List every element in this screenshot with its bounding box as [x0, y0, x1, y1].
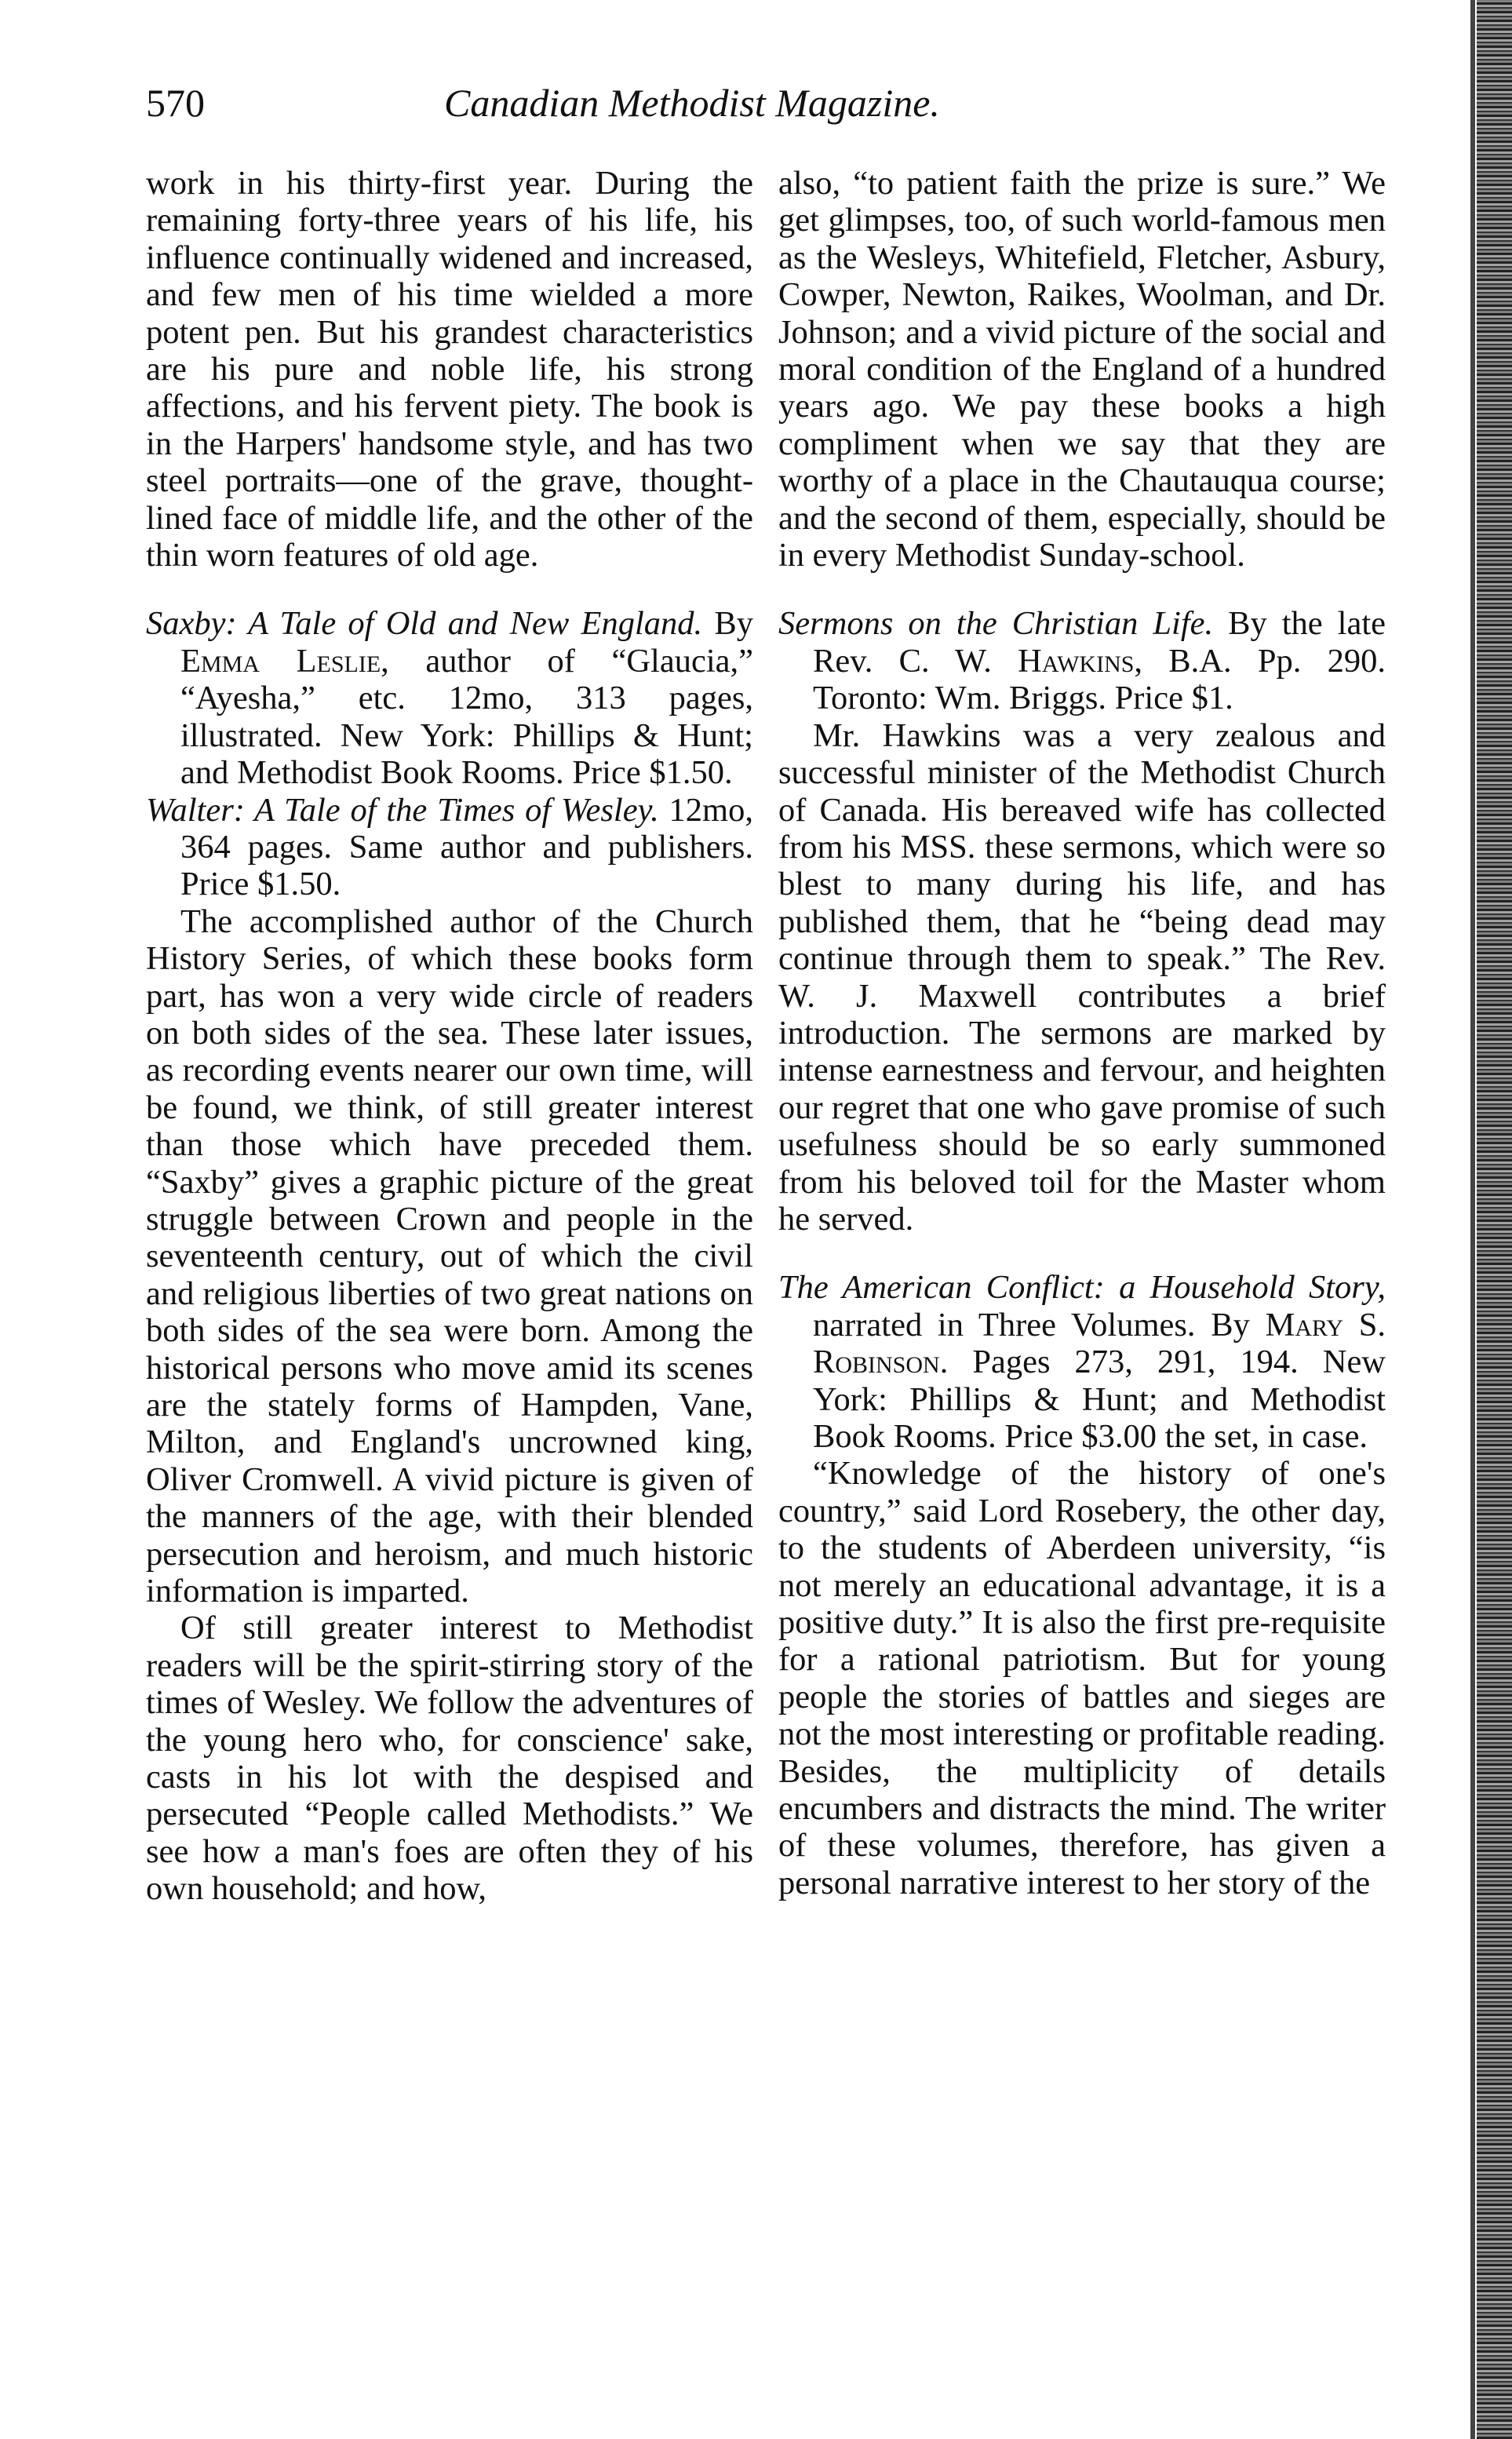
book-title: Sermons on the Christian Life. — [778, 605, 1214, 643]
paragraph: “Knowledge of the history of one's country,” said Lord Rosebery, the other day, to the students of Aberdeen university, “is not merely an educational advantage, it is a positive duty.” It is also the first pre-requisite for a rational patriotism. But for young people the stories of battles and sieges are not the most interesting or profitable reading. Besides, the multiplicity of details encumbers and distracts the mind. The writer of these volumes, therefore, has given a personal narrative interest to her story of the — [778, 1455, 1386, 1901]
running-title: Canadian Methodist Magazine. — [444, 81, 940, 125]
book-notice-sermons: Sermons on the Christian Life. By the late Rev. C. W. Hawkins, B.A. Pp. 290. Toronto: Wm. Briggs. Price $1. — [778, 605, 1386, 717]
left-column — [146, 165, 753, 1908]
book-title: Saxby: A Tale of Old and New England. — [146, 605, 703, 643]
paragraph: work in his thirty-first year. During the remaining forty-three years of his life, his influence continually widened and increased, and few men of his time wielded a more potent pen. But his grandest characteristics are his pure and noble life, his strong affections, and his fervent piety. The book is in the Harpers' handsome style, and has two steel portraits—one of the grave, thought-lined face of middle life, and the other of the thin worn features of old age. — [146, 165, 753, 574]
book-title: Walter: A Tale of the Times of Wesley. — [146, 791, 659, 829]
binding-edge — [1470, 0, 1475, 2439]
page-header — [146, 75, 1409, 130]
book-author: Emma Leslie — [180, 642, 381, 680]
right-column — [778, 165, 1386, 1901]
paragraph: The accomplished author of the Church History Series, of which these books form part, has won a very wide circle of readers on both sides of the sea. These later issues, as recording events nearer our own time, will be found, we think, of still greater interest than those which have preceded them. “Saxby” gives a graphic picture of the great struggle between Crown and people in the seventeenth century, out of which the civil and religious liberties of two great nations on both sides of the sea were born. Among the historical persons who move amid its scenes are the stately forms of Hampden, Vane, Milton, and England's uncrowned king, Oliver Cromwell. A vivid picture is given of the manners of the age, with their blended persecution and heroism, and much historic information is imparted. — [146, 902, 753, 1610]
book-notice-american-conflict: The American Conflict: a Household Story, narrated in Three Volumes. By Mary S. Robinson. Pages 273, 291, 194. New York: Phillips & Hunt; and Methodist Book Rooms. Price $3.00 the set, in case. — [778, 1269, 1386, 1455]
book-author: C. W. Hawkins — [898, 642, 1135, 680]
paragraph: also, “to patient faith the prize is sure.” We get glimpses, too, of such world-famous men as the Wesleys, Whitefield, Fletcher, Asbury, Cowper, Newton, Raikes, Woolman, and Dr. Johnson; and a vivid picture of the social and moral condition of the England of a hundred years ago. We pay these books a high compliment when we say that they are worthy of a place in the Chautauqua course; and the second of them, especially, should be in every Methodist Sunday-school. — [778, 165, 1386, 574]
paragraph: Mr. Hawkins was a very zealous and successful minister of the Methodist Church of Canada. His bereaved wife has collected from his MSS. these sermons, which were so blest to many during his life, and has published them, that he “being dead may continue through them to speak.” The Rev. W. J. Maxwell contributes a brief introduction. The sermons are marked by intense earnestness and fervour, and heighten our regret that one who gave promise of such usefulness should be so early summoned from his beloved toil for the Master whom he served. — [778, 716, 1386, 1238]
paragraph: Of still greater interest to Methodist readers will be the spirit-stirring story of the times of Wesley. We follow the adventures of the young hero who, for conscience' sake, casts in his lot with the despised and persecuted “People called Methodists.” We see how a man's foes are often they of his own household; and how, — [146, 1610, 753, 1908]
book-title: The American Conflict: a Household Story, — [778, 1269, 1386, 1307]
book-spine-texture — [1477, 0, 1512, 2439]
book-author: Mary S. Robinson — [813, 1306, 1386, 1381]
book-notice-saxby: Saxby: A Tale of Old and New England. By Emma Leslie, author of “Glaucia,” “Ayesha,” etc. 12mo, 313 pages, illustrated. New York: Phillips & Hunt; and Methodist Book Rooms. Price $1.50. — [146, 605, 753, 792]
page-number: 570 — [146, 81, 205, 125]
book-notice-walter: Walter: A Tale of the Times of Wesley. 12mo, 364 pages. Same author and publishers. Price $1.50. — [146, 791, 753, 903]
